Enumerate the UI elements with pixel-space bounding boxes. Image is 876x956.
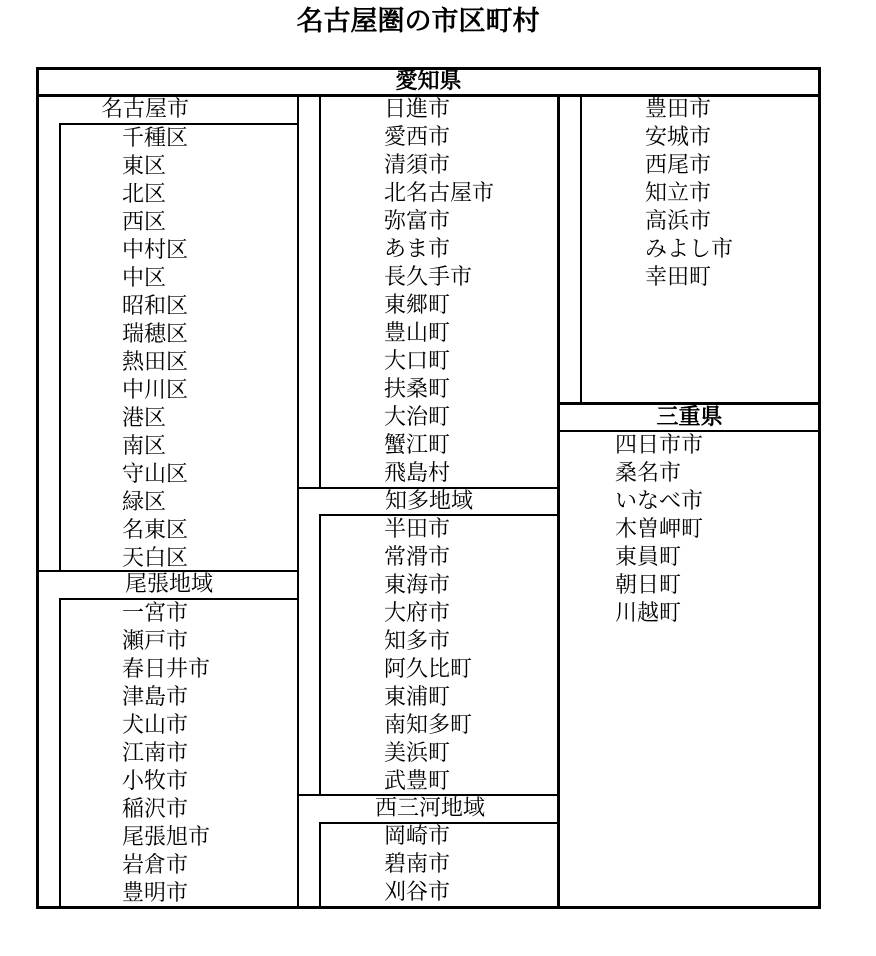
list-item: 北名古屋市: [384, 181, 495, 206]
chita-heading: 知多地域: [384, 489, 473, 514]
list-item: 名東区: [122, 518, 189, 543]
list-item: 知立市: [645, 181, 712, 206]
list-item: 東員町: [615, 545, 682, 570]
list-item: 碧南市: [384, 852, 451, 877]
list-item: 犬山市: [122, 713, 189, 738]
list-item: 南区: [122, 434, 167, 459]
list-item: 西区: [122, 210, 167, 235]
divider-col2-inner-upper: [319, 96, 321, 488]
nagoya-heading: 名古屋市: [100, 97, 189, 122]
divider-col2-inner-nishimikawa: [319, 822, 321, 908]
nishimikawa-list: [384, 823, 450, 907]
list-item: 北区: [122, 182, 167, 207]
list-item: 一宮市: [122, 601, 189, 626]
owari-continued-list: [384, 96, 494, 488]
list-item: 港区: [122, 406, 167, 431]
list-item: 川越町: [615, 601, 682, 626]
list-item: 半田市: [384, 517, 451, 542]
list-item: 東郷町: [384, 293, 451, 318]
list-item: 知多市: [384, 629, 451, 654]
list-item: 尾張旭市: [122, 825, 211, 850]
list-item: 天白区: [122, 546, 189, 571]
list-item: 稲沢市: [122, 797, 189, 822]
list-item: 飛島村: [384, 461, 451, 486]
list-item: 日進市: [384, 97, 451, 122]
list-item: 弥富市: [384, 209, 451, 234]
list-item: 瀬戸市: [122, 629, 189, 654]
nishimikawa-continued-list: [645, 96, 733, 292]
list-item: あま市: [384, 237, 451, 262]
list-item: 桑名市: [615, 461, 682, 486]
list-item: 長久手市: [384, 265, 473, 290]
list-item: 阿久比町: [384, 657, 473, 682]
list-item: 東浦町: [384, 685, 451, 710]
list-item: 東区: [122, 154, 167, 179]
list-item: いなべ市: [615, 489, 704, 514]
nishimikawa-heading: 西三河地域: [374, 796, 485, 821]
aichi-heading: 愛知県: [395, 68, 462, 94]
list-item: 千種区: [122, 126, 189, 151]
list-item: 東海市: [384, 573, 451, 598]
list-item: 朝日町: [615, 573, 682, 598]
list-item: 守山区: [122, 462, 189, 487]
divider-col1-inner-nagoya: [59, 124, 61, 572]
list-item: 昭和区: [122, 294, 189, 319]
list-item: 刈谷市: [384, 880, 451, 905]
list-item: 江南市: [122, 741, 189, 766]
list-item: 大口町: [384, 349, 451, 374]
divider-col2-inner-chita: [319, 514, 321, 796]
list-item: 常滑市: [384, 545, 451, 570]
mie-heading: 三重県: [656, 404, 723, 430]
mie-list: [615, 432, 703, 628]
chita-list: [384, 516, 472, 796]
list-item: 瑞穂区: [122, 322, 189, 347]
list-item: 中川区: [122, 378, 189, 403]
list-item: 豊田市: [645, 97, 712, 122]
list-item: 安城市: [645, 125, 712, 150]
list-item: 武豊町: [384, 769, 451, 794]
list-item: 津島市: [122, 685, 189, 710]
divider-col1-col2: [297, 96, 299, 908]
divider-col3-inner: [580, 96, 582, 404]
list-item: 大府市: [384, 601, 451, 626]
list-item: 扶桑町: [384, 377, 451, 402]
list-item: 蟹江町: [384, 433, 451, 458]
divider-col2-col3: [557, 96, 560, 908]
list-item: 美浜町: [384, 741, 451, 766]
list-item: 大治町: [384, 405, 451, 430]
page-title: 名古屋圏の市区町村: [296, 6, 540, 37]
list-item: 熱田区: [122, 350, 189, 375]
list-item: 豊山町: [384, 321, 451, 346]
page-footer-space: [0, 920, 876, 950]
owari-heading: 尾張地域: [124, 572, 213, 597]
list-item: 中区: [122, 266, 167, 291]
list-item: 岡崎市: [384, 824, 451, 849]
list-item: 豊明市: [122, 881, 189, 906]
divider-col1-inner-owari: [59, 598, 61, 908]
list-item: 緑区: [122, 490, 167, 515]
list-item: 清須市: [384, 153, 451, 178]
list-item: 木曽岬町: [615, 517, 704, 542]
owari-list: [122, 600, 210, 908]
list-item: 中村区: [122, 238, 189, 263]
list-item: 南知多町: [384, 713, 473, 738]
list-item: 春日井市: [122, 657, 211, 682]
nagoya-ward-list: [122, 125, 188, 573]
list-item: 西尾市: [645, 153, 712, 178]
list-item: 四日市市: [615, 433, 704, 458]
list-item: 岩倉市: [122, 853, 189, 878]
list-item: 高浜市: [645, 209, 712, 234]
list-item: 愛西市: [384, 125, 451, 150]
list-item: 幸田町: [645, 265, 712, 290]
list-item: 小牧市: [122, 769, 189, 794]
list-item: みよし市: [645, 237, 734, 262]
